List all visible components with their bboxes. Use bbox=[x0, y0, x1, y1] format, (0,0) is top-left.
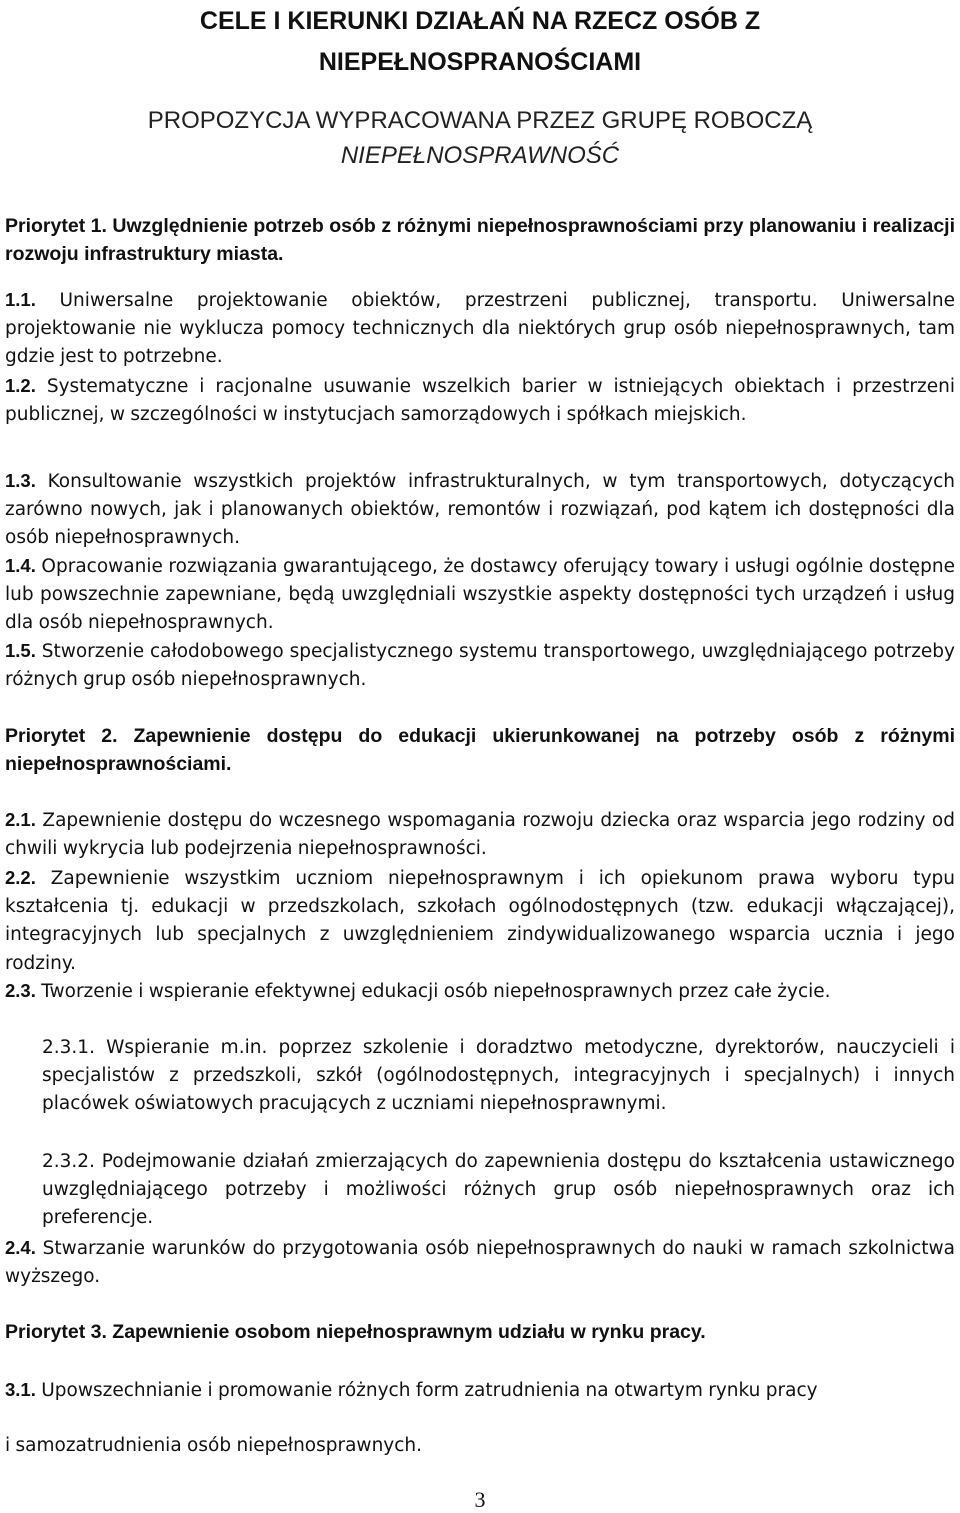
item-text: Zapewnienie dostępu do wczesnego wspomagania rozwoju dziecka oraz wsparcia jego rodziny od chwili wykrycia lub podejrzenia niepełnosprawności. bbox=[5, 810, 955, 860]
item-number: 1.4. bbox=[5, 555, 36, 576]
item-2-3-1 bbox=[42, 1034, 955, 1119]
item-number: 2.4. bbox=[5, 1237, 36, 1258]
item-text: Wspieranie m.in. poprzez szkolenie i doradztwo metodyczne, dyrektorów, nauczycieli i specjalistów z przedszkoli, szkół (ogólnodostępnych, integracyjnych i specjalnych) i innych placówek oświatowych pracujących z uczniami niepełnosprawnymi. bbox=[42, 1037, 955, 1115]
priority-2-heading: Priorytet 2. Zapewnienie dostępu do edukacji ukierunkowanej na potrzeby osób z różnymi niepełnosprawnościami. bbox=[5, 725, 955, 775]
item-2-2 bbox=[5, 864, 955, 978]
item-number: 2.1. bbox=[5, 809, 36, 830]
item-3-1 bbox=[5, 1376, 955, 1405]
item-1-4 bbox=[5, 552, 955, 638]
item-1-2 bbox=[5, 372, 955, 429]
item-text: Stworzenie całodobowego specjalistycznego systemu transportowego, uwzględniającego potrzeby różnych grup osób niepełnosprawnych. bbox=[5, 641, 955, 691]
page-number: 3 bbox=[474, 1487, 486, 1512]
item-1-5 bbox=[5, 637, 955, 694]
item-text: i samozatrudnienia osób niepełnosprawnych. bbox=[5, 1435, 423, 1456]
item-3-1-continuation bbox=[5, 1432, 955, 1460]
item-number: 3.1. bbox=[5, 1379, 36, 1400]
item-text: Systematyczne i racjonalne usuwanie wszelkich barier w istniejących obiektach i przestrzeni publicznej, w szczególności w instytucjach samorządowych i spółkach miejskich. bbox=[5, 376, 955, 426]
item-number: 2.3.1. bbox=[42, 1037, 95, 1058]
item-text: Zapewnienie wszystkim uczniom niepełnosprawnym i ich opiekunom prawa wyboru typu kształcenia tj. edukacji w przedszkolach, szkołach ogólnodostępnych (tzw. edukacji włączającej), integracyjnych lub specjalnych z uwzględnieniem zindywidualizowanego wsparcia ucznia i jego rodziny. bbox=[5, 868, 955, 974]
item-2-3 bbox=[5, 977, 955, 1006]
item-text: Upowszechnianie i promowanie różnych form zatrudnienia na otwartym rynku pracy bbox=[41, 1380, 818, 1401]
item-text: Opracowanie rozwiązania gwarantującego, że dostawcy oferujący towary i usługi ogólnie dostępne lub powszechnie zapewniane, będą uwzględniali wszystkie aspekty dostępności tych urządzeń i usług dla osób niepełnosprawnych. bbox=[5, 556, 955, 634]
item-number: 1.5. bbox=[5, 640, 36, 661]
priority-3-heading: Priorytet 3. Zapewnienie osobom niepełnosprawnym udziału w rynku pracy. bbox=[5, 1321, 706, 1343]
item-number: 1.3. bbox=[5, 470, 36, 491]
item-number: 2.2. bbox=[5, 867, 36, 888]
item-1-3 bbox=[5, 467, 955, 553]
item-number: 2.3.2. bbox=[42, 1151, 95, 1172]
item-text: Tworzenie i wspieranie efektywnej edukacji osób niepełnosprawnych przez całe życie. bbox=[41, 981, 831, 1002]
item-text: Konsultowanie wszystkich projektów infrastrukturalnych, w tym transportowych, dotyczących zarówno nowych, jak i planowanych obiektów, remontów i rozwiązań, pod kątem ich dostępności dla osób niepełnosprawnych. bbox=[5, 471, 955, 549]
item-text: Stwarzanie warunków do przygotowania osób niepełnosprawnych do nauki w ramach szkolnictwa wyższego. bbox=[5, 1238, 955, 1288]
document-title-line-1: CELE I KIERUNKI DZIAŁAŃ NA RZECZ OSÓB Z bbox=[199, 7, 761, 35]
document-title-line-2: NIEPEŁNOSPRANOŚCIAMI bbox=[318, 48, 642, 76]
item-2-3-2 bbox=[42, 1148, 955, 1233]
document-subtitle-line-2: NIEPEŁNOSPRAWNOŚĆ bbox=[340, 142, 620, 169]
item-2-1 bbox=[5, 806, 955, 863]
item-2-4 bbox=[5, 1234, 955, 1291]
item-number: 2.3. bbox=[5, 980, 36, 1001]
item-1-1 bbox=[5, 286, 955, 372]
item-text: Uniwersalne projektowanie obiektów, przestrzeni publicznej, transportu. Uniwersalne projektowanie nie wyklucza pomocy technicznych dla niektórych grup osób niepełnosprawnych, tam gdzie jest to potrzebne. bbox=[5, 290, 955, 368]
item-text: Podejmowanie działań zmierzających do zapewnienia dostępu do kształcenia ustawicznego uwzględniającego potrzeby i możliwości różnych grup osób niepełnosprawnych oraz ich preferencje. bbox=[42, 1151, 955, 1229]
item-number: 1.1. bbox=[5, 289, 36, 310]
priority-1-heading: Priorytet 1. Uwzględnienie potrzeb osób z różnymi niepełnosprawnościami przy planowaniu i realizacji rozwoju infrastruktury miasta. bbox=[5, 215, 955, 265]
item-number: 1.2. bbox=[5, 375, 36, 396]
document-subtitle-line-1: PROPOZYCJA WYPRACOWANA PRZEZ GRUPĘ ROBOCZĄ bbox=[147, 107, 813, 134]
